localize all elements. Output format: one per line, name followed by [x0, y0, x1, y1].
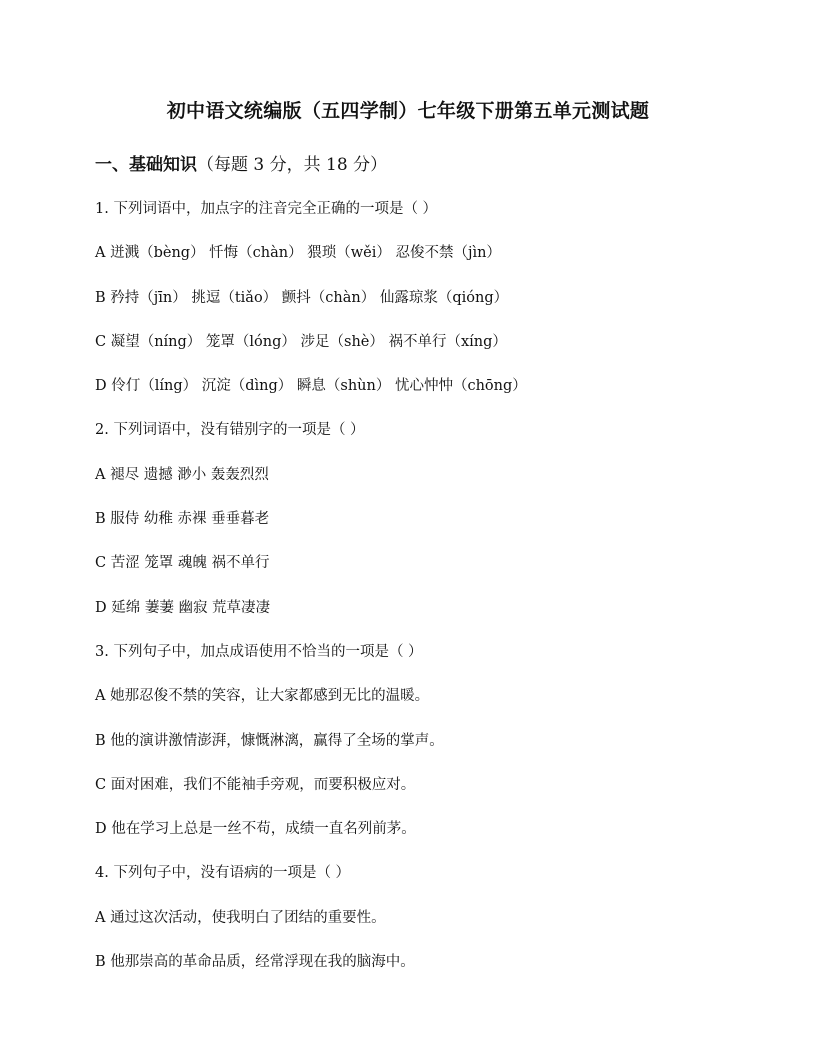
question-4-stem: 4. 下列句子中，没有语病的一项是（ ） — [95, 865, 351, 882]
question-2-stem: 2. 下列词语中，没有错别字的一项是（ ） — [95, 422, 365, 439]
question-2-option-d: D 延绵 萋萋 幽寂 荒草凄凄 — [95, 599, 271, 616]
question-4-option-b: B 他那崇高的革命品质，经常浮现在我的脑海中。 — [95, 954, 415, 971]
question-3-option-b: B 他的演讲激情澎湃，慷慨淋漓，赢得了全场的掌声。 — [95, 732, 444, 749]
question-1-option-c: C 凝望（níng） 笼罩（lóng） 涉足（shè） 祸不单行（xíng） — [95, 333, 507, 350]
section-heading — [95, 150, 387, 175]
question-3-stem: 3. 下列句子中，加点成语使用不恰当的一项是（ ） — [95, 643, 423, 660]
question-3-option-c: C 面对困难，我们不能袖手旁观，而要积极应对。 — [95, 776, 416, 793]
question-2-option-c: C 苦涩 笼罩 魂魄 祸不单行 — [95, 555, 270, 572]
section-heading-note: （每题 3 分，共 18 分） — [197, 155, 388, 175]
question-3-option-a: A 她那忍俊不禁的笑容，让大家都感到无比的温暖。 — [95, 688, 430, 705]
question-2-option-a: A 褪尽 遗撼 渺小 轰轰烈烈 — [95, 466, 269, 483]
question-1-option-b: B 矜持（jīn） 挑逗（tiǎo） 颤抖（chàn） 仙露琼浆（qióng） — [95, 289, 509, 306]
question-1-option-a: A 迸溅（bèng） 忏悔（chàn） 猥琐（wěi） 忍俊不禁（jìn） — [95, 245, 501, 262]
section-heading-label: 一、基础知识 — [95, 155, 197, 175]
question-1-option-d: D 伶仃（líng） 沉淀（dìng） 瞬息（shùn） 忧心忡忡（chōng） — [95, 378, 527, 395]
page-title: 初中语文统编版（五四学制）七年级下册第五单元测试题 — [166, 100, 650, 122]
question-list — [95, 197, 735, 994]
question-3-option-d: D 他在学习上总是一丝不苟，成绩一直名列前茅。 — [95, 821, 416, 838]
question-2-option-b: B 服侍 幼稚 赤裸 垂垂暮老 — [95, 511, 270, 528]
question-4-option-a: A 通过这次活动，使我明白了团结的重要性。 — [95, 909, 386, 926]
question-1-stem: 1. 下列词语中，加点字的注音完全正确的一项是（ ） — [95, 201, 438, 217]
